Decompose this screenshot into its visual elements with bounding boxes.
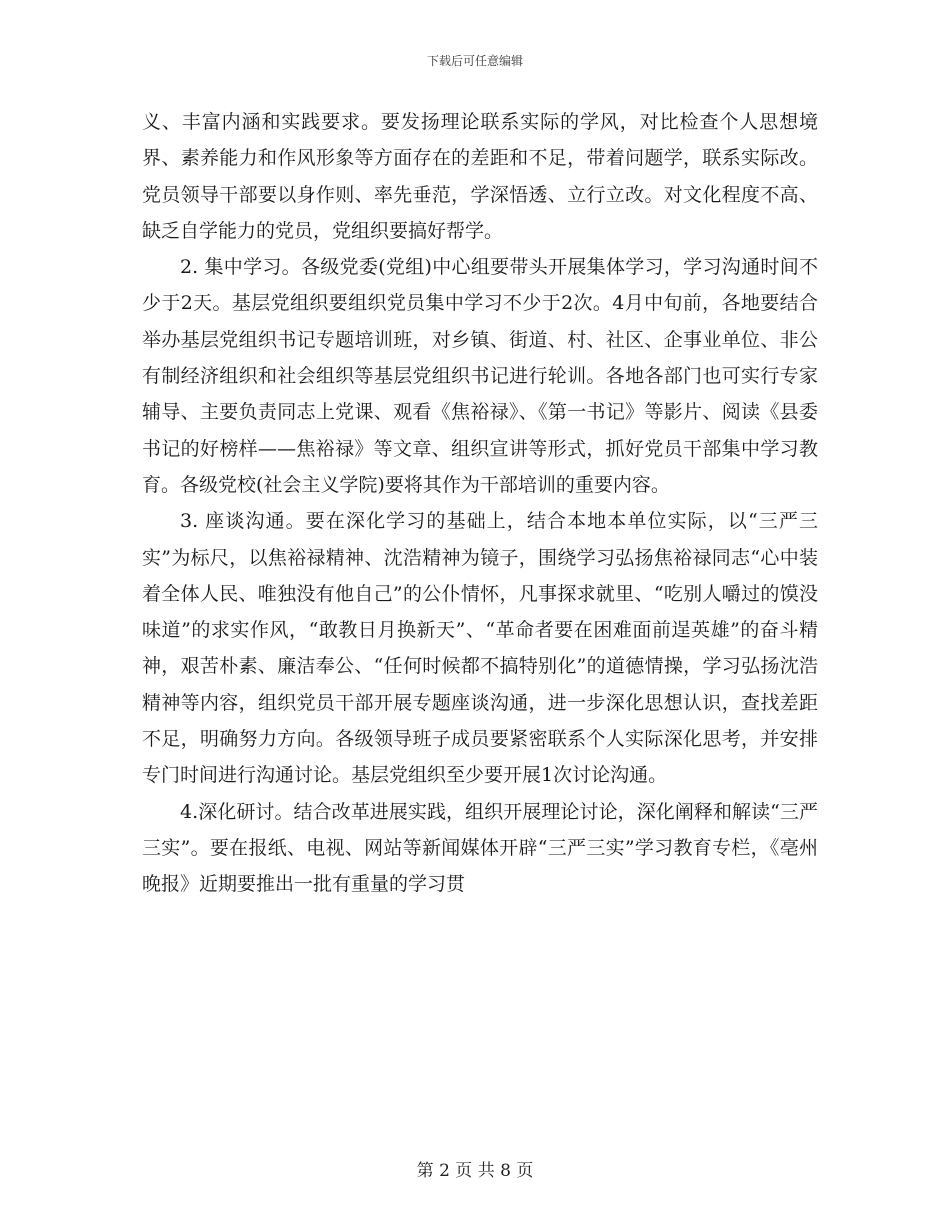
page-header: 下载后可任意编辑 [426, 54, 523, 68]
paragraph-continued: 义、丰富内涵和实践要求。要发扬理论联系实际的学风，对比检查个人思想境界、素养能力和作风形象等方面存在的差距和不足，带着问题学，联系实际改。党员领导干部要以身作则、率先垂范，学深悟透、立行立改。对文化程度不高、缺乏自学能力的党员，党组织要搞好帮学。 [142, 111, 818, 242]
paragraph-in-depth-research: 4.深化研讨。结合改革进展实践，组织开展理论讨论，深化阐释和解读“三严三实”。要在报纸、电视、网站等新闻媒体开辟“三严三实”学习教育专栏，《亳州晚报》近期要推出一批有重量的学习贯 [142, 800, 818, 896]
paragraph-centralized-study: 2. 集中学习。各级党委(党组)中心组要带头开展集体学习，学习沟通时间不少于2天。基层党组织要组织党员集中学习不少于2次。4月中旬前，各地要结合举办基层党组织书记专题培训班，对乡镇、街道、村、社区、企事业单位、非公有制经济组织和社会组织等基层党组织书记进行轮训。各地各部门也可实行专家辅导、主要负责同志上党课、观看《焦裕禄》、《第一书记》等影片、阅读《县委书记的好榜样——焦裕禄》等文章、组织宣讲等形式，抓好党员干部集中学习教育。各级党校(社会主义学院)要将其作为干部培训的重要内容。 [142, 256, 818, 496]
page-number: 第 2 页 共 8 页 [416, 1161, 534, 1181]
document-body [142, 104, 818, 903]
paragraph-discussion: 3. 座谈沟通。要在深化学习的基础上，结合本地本单位实际，以“三严三实”为标尺，以焦裕禄精神、沈浩精神为镜子，围绕学习弘扬焦裕禄同志“心中装着全体人民、唯独没有他自己”的公仆情怀，凡事探求就里、“吃别人嚼过的馍没味道”的求实作风，“敢教日月换新天”、“革命者要在困难面前逞英雄”的奋斗精神，艰苦朴素、廉洁奉公、“任何时候都不搞特别化”的道德情操，学习弘扬沈浩精神等内容，组织党员干部开展专题座谈沟通，进一步深化思想认识，查找差距不足，明确努力方向。各级领导班子成员要紧密联系个人实际深化思考，并安排专门时间进行沟通讨论。基层党组织至少要开展1次讨论沟通。 [142, 510, 818, 787]
